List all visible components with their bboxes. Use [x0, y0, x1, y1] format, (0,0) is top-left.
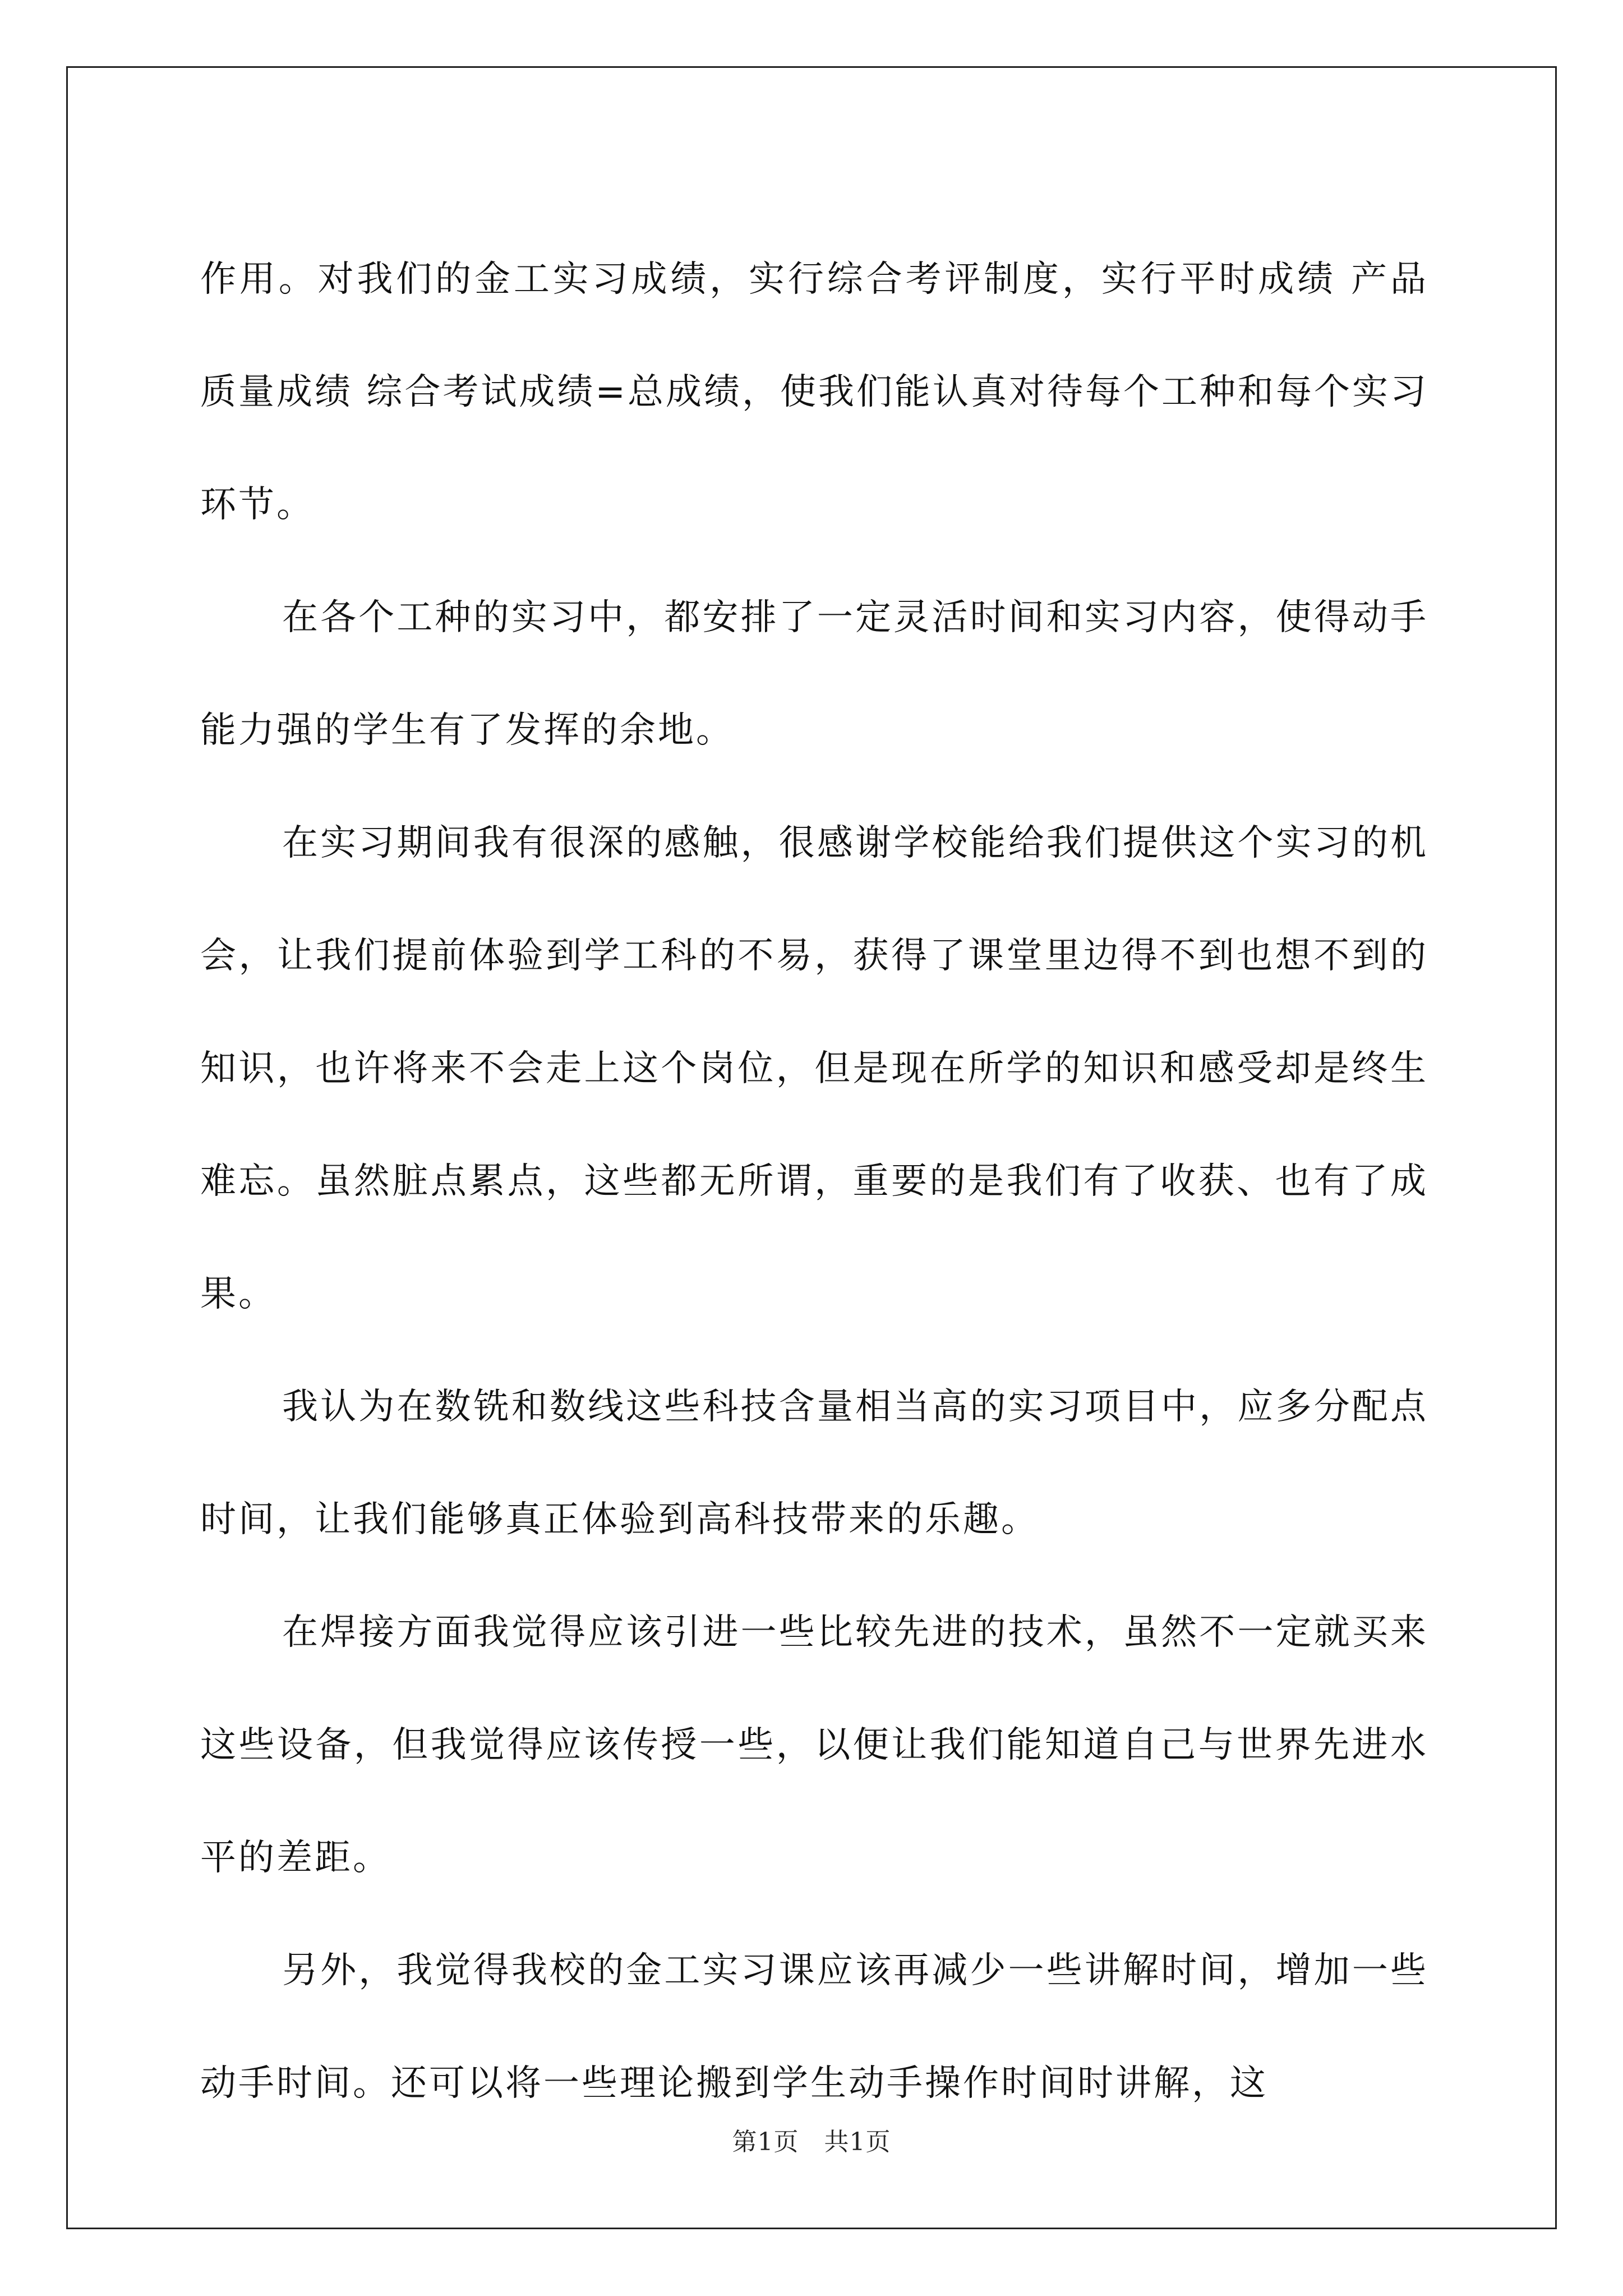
- paragraph-1: 作用。对我们的金工实习成绩，实行综合考评制度，实行平时成绩 产品质量成绩 综合考试成绩=总成绩，使我们能认真对待每个工种和每个实习环节。: [200, 259, 1428, 526]
- paragraph-2: 在各个工种的实习中，都安排了一定灵活时间和实习内容，使得动手能力强的学生有了发挥的余地。: [200, 597, 1428, 751]
- paragraph-5: 在焊接方面我觉得应该引进一些比较先进的技术，虽然不一定就买来这些设备，但我觉得应该传授一些，以便让我们能知道自己与世界先进水平的差距。: [200, 1612, 1428, 1879]
- page-footer: 第1页 共1页: [732, 2128, 891, 2156]
- paragraph-6: 另外，我觉得我校的金工实习课应该再减少一些讲解时间，增加一些动手时间。还可以将一些理论搬到学生动手操作时间时讲解，这: [200, 1950, 1428, 2104]
- document-body: [200, 223, 1428, 2140]
- paragraph-3: 在实习期间我有很深的感触，很感谢学校能给我们提供这个实习的机会，让我们提前体验到学工科的不易，获得了课堂里边得不到也想不到的知识，也许将来不会走上这个岗位，但是现在所学的知识和感受却是终生难忘。虽然脏点累点，这些都无所谓，重要的是我们有了收获、也有了成果。: [200, 822, 1428, 1315]
- paragraph-4: 我认为在数铣和数线这些科技含量相当高的实习项目中，应多分配点时间，让我们能够真正体验到高科技带来的乐趣。: [200, 1386, 1428, 1540]
